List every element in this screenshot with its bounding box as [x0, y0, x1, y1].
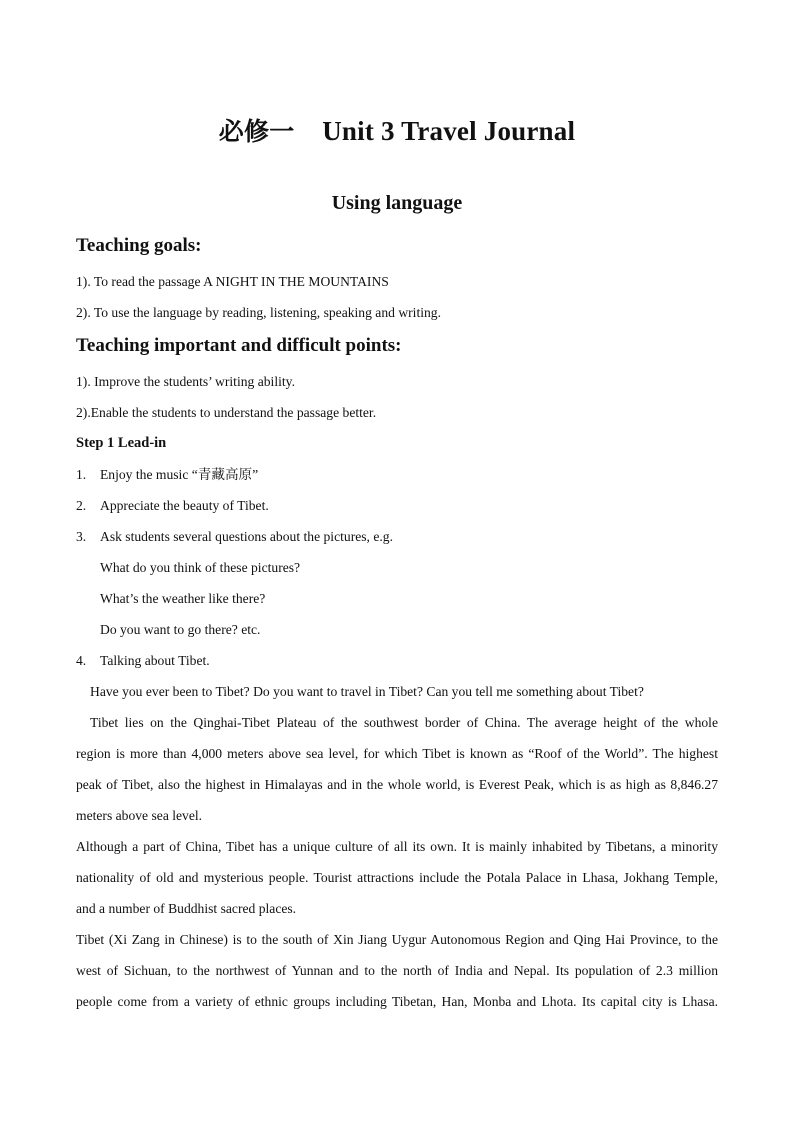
list-item — [76, 521, 718, 552]
list-number: 4. — [76, 653, 87, 668]
list-text: Talking about Tibet. — [100, 653, 210, 668]
paragraph-line: Tibet (Xi Zang in Chinese) is to the south of Xin Jiang Uygur Autonomous Region and Qing Hai Province, to the — [76, 932, 718, 947]
points-heading: Teaching important and difficult points: — [76, 335, 402, 356]
step1-heading: Step 1 Lead-in — [76, 435, 167, 451]
paragraph-line: west of Sichuan, to the northwest of Yunnan and to the north of India and Nepal. Its population of 2.3 million — [76, 963, 718, 978]
list-number: 2. — [76, 498, 87, 513]
paragraph-line: meters above sea level. — [76, 808, 203, 823]
page-title — [0, 112, 794, 148]
title-chinese: 必修一 — [218, 117, 295, 146]
paragraph-line: and a number of Buddhist sacred places. — [76, 901, 297, 916]
document-body — [76, 232, 718, 1017]
point-item: 1). Improve the students’ writing ability. — [76, 374, 295, 389]
page-subtitle: Using language — [331, 192, 463, 214]
list-item — [76, 459, 718, 490]
title-english: Unit 3 Travel Journal — [322, 116, 576, 146]
goal-item: 2). To use the language by reading, listening, speaking and writing. — [76, 305, 441, 320]
question-line: Do you want to go there? etc. — [100, 622, 261, 637]
goal-item: 1). To read the passage A NIGHT IN THE MOUNTAINS — [76, 274, 389, 289]
paragraph-line: peak of Tibet, also the highest in Himalayas and in the whole world, is Everest Peak, which is as high as 8,846.27 — [76, 777, 718, 792]
question-line: What’s the weather like there? — [100, 591, 266, 606]
paragraph-line: Although a part of China, Tibet has a unique culture of all its own. It is mainly inhabited by Tibetans, a minority — [76, 839, 718, 854]
paragraph-line: region is more than 4,000 meters above sea level, for which Tibet is known as “Roof of the World”. The highest — [76, 746, 718, 761]
list-number: 3. — [76, 529, 87, 544]
point-item: 2).Enable the students to understand the passage better. — [76, 405, 377, 420]
question-line: What do you think of these pictures? — [100, 560, 301, 575]
teaching-goals-heading: Teaching goals: — [76, 235, 202, 256]
paragraph-line: people come from a variety of ethnic groups including Tibetan, Han, Monba and Lhota. Its capital city is Lhasa. — [76, 994, 718, 1009]
list-item — [76, 645, 718, 676]
paragraph-line: Tibet lies on the Qinghai-Tibet Plateau of the southwest border of China. The average height of the whole — [90, 715, 718, 730]
list-item — [76, 490, 718, 521]
paragraph-line: nationality of old and mysterious people. Tourist attractions include the Potala Palace in Lhasa, Jokhang Temple, — [76, 870, 718, 885]
list-number: 1. — [76, 467, 87, 482]
intro-paragraph: Have you ever been to Tibet? Do you want to travel in Tibet? Can you tell me something about Tibet? — [90, 684, 644, 699]
list-text: Ask students several questions about the pictures, e.g. — [100, 529, 393, 544]
list-text: Enjoy the music “青藏高原” — [100, 467, 259, 482]
list-text: Appreciate the beauty of Tibet. — [100, 498, 269, 513]
